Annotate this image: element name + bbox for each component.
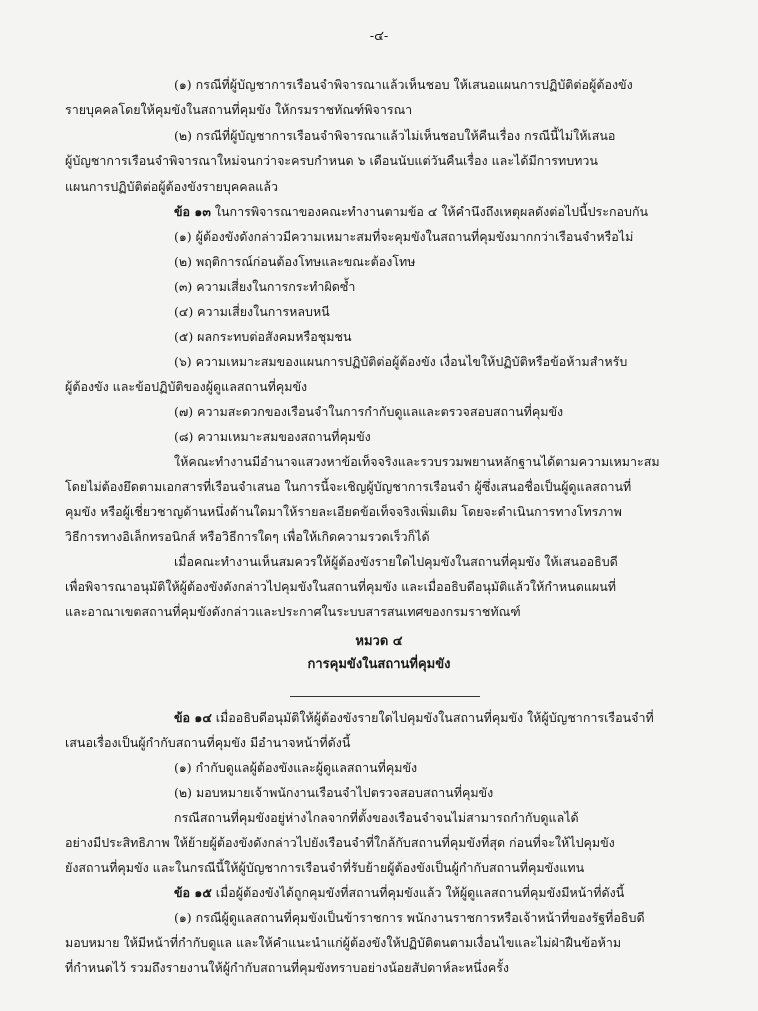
- clause-13-heading: [0, 203, 758, 221]
- paragraph-line: (๑) กรณีที่ผู้บัญชาการเรือนจำพิจารณาแล้วเห็นชอบ ให้เสนอแผนการปฏิบัติต่อผู้ต้องขัง: [174, 77, 633, 92]
- chapter-title: การคุมขังในสถานที่คุมขัง: [307, 657, 451, 672]
- paragraph-line: และอาณาเขตสถานที่คุมขังดังกล่าวและประกาศในระบบสารสนเทศของกรมราชทัณฑ์: [65, 604, 521, 619]
- paragraph-line: เสนอเรื่องเป็นผู้กำกับสถานที่คุมขัง มีอำนาจหน้าที่ดังนี้: [65, 735, 351, 750]
- paragraph-line: อย่างมีประสิทธิภาพ ให้ย้ายผู้ต้องขังดังกล่าวไปยังเรือนจำที่ใกล้กับสถานที่คุมขังที่สุด ก่อนที่จะให้ไปคุมขัง: [65, 835, 615, 850]
- clause-14-heading: [0, 709, 758, 727]
- list-item: (๒) มอบหมายเจ้าพนักงานเรือนจำไปตรวจสอบสถานที่คุมขัง: [174, 785, 494, 800]
- clause-number: ข้อ ๑๓: [174, 204, 211, 219]
- paragraph-line: เมื่อคณะทำงานเห็นสมควรให้ผู้ต้องขังรายใดไปคุมขังในสถานที่คุมขัง ให้เสนออธิบดี: [174, 554, 618, 569]
- paragraph-line: รายบุคคลโดยให้คุมขังในสถานที่คุมขัง ให้กรมราชทัณฑ์พิจารณา: [65, 102, 413, 117]
- list-item: (๑) ผู้ต้องขังดังกล่าวมีความเหมาะสมที่จะคุมขังในสถานที่คุมขังมากกว่าเรือนจำหรือไม่: [174, 229, 634, 244]
- paragraph-line: โดยไม่ต้องยึดตามเอกสารที่เรือนจำเสนอ ในการนี้จะเชิญผู้บัญชาการเรือนจำ ผู้ซึ่งเสนอชื่อเป็นผู้ดูแลสถานที่: [65, 479, 632, 494]
- paragraph-line: แผนการปฏิบัติต่อผู้ต้องขังรายบุคคลแล้ว: [65, 179, 279, 194]
- list-item: (๗) ความสะดวกของเรือนจำในการกำกับดูแลและตรวจสอบสถานที่คุมขัง: [174, 404, 564, 419]
- paragraph-line: ให้คณะทำงานมีอำนาจแสวงหาข้อเท็จจริงและรวบรวมพยานหลักฐานได้ตามความเหมาะสม: [174, 454, 660, 469]
- clause-number: ข้อ ๑๔: [174, 710, 212, 725]
- list-item: (๑) กำกับดูแลผู้ต้องขังและผู้ดูแลสถานที่คุมขัง: [174, 760, 418, 775]
- clause-15-heading: [0, 884, 758, 902]
- paragraph-line: วิธีการทางอิเล็กทรอนิกส์ หรือวิธีการใดๆ เพื่อให้เกิดความรวดเร็วก็ได้: [65, 529, 430, 544]
- clause-number: ข้อ ๑๕: [174, 885, 212, 900]
- paragraph-line: คุมขัง หรือผู้เชี่ยวชาญด้านหนึ่งด้านใดมาให้รายละเอียดข้อเท็จจริงเพิ่มเติม โดยจะดำเนินการทางโทรภาพ: [65, 504, 622, 519]
- paragraph-line: ที่กำหนดไว้ รวมถึงรายงานให้ผู้กำกับสถานที่คุมขังทราบอย่างน้อยสัปดาห์ละหนึ่งครั้ง: [65, 960, 510, 975]
- list-item: (๕) ผลกระทบต่อสังคมหรือชุมชน: [174, 329, 352, 344]
- paragraph-line: ผู้บัญชาการเรือนจำพิจารณาใหม่จนกว่าจะครบกำหนด ๖ เดือนนับแต่วันคืนเรื่อง และได้มีการทบทวน: [65, 153, 598, 168]
- paragraph-line: ยังสถานที่คุมขัง และในกรณีนี้ให้ผู้บัญชาการเรือนจำที่รับย้ายผู้ต้องขังเป็นผู้กำกับสถานที่คุมขังแทน: [65, 860, 585, 875]
- paragraph-line: ผู้ต้องขัง และข้อปฏิบัติของผู้ดูแลสถานที่คุมขัง: [65, 379, 308, 394]
- list-item: (๑) กรณีผู้ดูแลสถานที่คุมขังเป็นข้าราชการ พนักงานราชการหรือเจ้าหน้าที่ของรัฐที่อธิบดี: [174, 910, 645, 925]
- paragraph-line: เพื่อพิจารณาอนุมัติให้ผู้ต้องขังดังกล่าวไปคุมขังในสถานที่คุมขัง และเมื่ออธิบดีอนุมัติแล้วให้กำหนดแผนที่: [65, 579, 617, 594]
- list-item: (๔) ความเสี่ยงในการหลบหนี: [174, 304, 330, 319]
- clause-text: เมื่อผู้ต้องขังได้ถูกคุมขังที่สถานที่คุมขังแล้ว ให้ผู้ดูแลสถานที่คุมขังมีหน้าที่ดังนี้: [211, 885, 625, 900]
- paragraph-line: มอบหมาย ให้มีหน้าที่กำกับดูแล และให้คำแนะนำแก่ผู้ต้องขังให้ปฏิบัติตนตามเงื่อนไขและไม่ฝ่าฝืนข้อห้าม: [65, 935, 622, 950]
- paragraph-line: (๒) กรณีที่ผู้บัญชาการเรือนจำพิจารณาแล้วไม่เห็นชอบให้คืนเรื่อง กรณีนี้ไม่ให้เสนอ: [174, 128, 616, 143]
- list-item: (๓) ความเสี่ยงในการกระทำผิดซ้ำ: [174, 279, 356, 294]
- list-item: (๖) ความเหมาะสมของแผนการปฏิบัติต่อผู้ต้องขัง เงื่อนไขให้ปฏิบัติหรือข้อห้ามสำหรับ: [174, 354, 628, 369]
- divider: [290, 696, 480, 697]
- clause-text: ในการพิจารณาของคณะทำงานตามข้อ ๔ ให้คำนึงถึงเหตุผลดังต่อไปนี้ประกอบกัน: [210, 204, 649, 219]
- chapter-number: หมวด ๔: [355, 634, 403, 649]
- list-item: (๘) ความเหมาะสมของสถานที่คุมขัง: [174, 429, 371, 444]
- paragraph-line: กรณีสถานที่คุมขังอยู่ห่างไกลจากที่ตั้งของเรือนจำจนไม่สามารถกำกับดูแลได้: [174, 810, 579, 825]
- list-item: (๒) พฤติการณ์ก่อนต้องโทษและขณะต้องโทษ: [174, 254, 416, 269]
- clause-text: เมื่ออธิบดีอนุมัติให้ผู้ต้องขังรายใดไปคุมขังในสถานที่คุมขัง ให้ผู้บัญชาการเรือนจำที่: [211, 710, 654, 725]
- page-number: -๔-: [369, 29, 389, 44]
